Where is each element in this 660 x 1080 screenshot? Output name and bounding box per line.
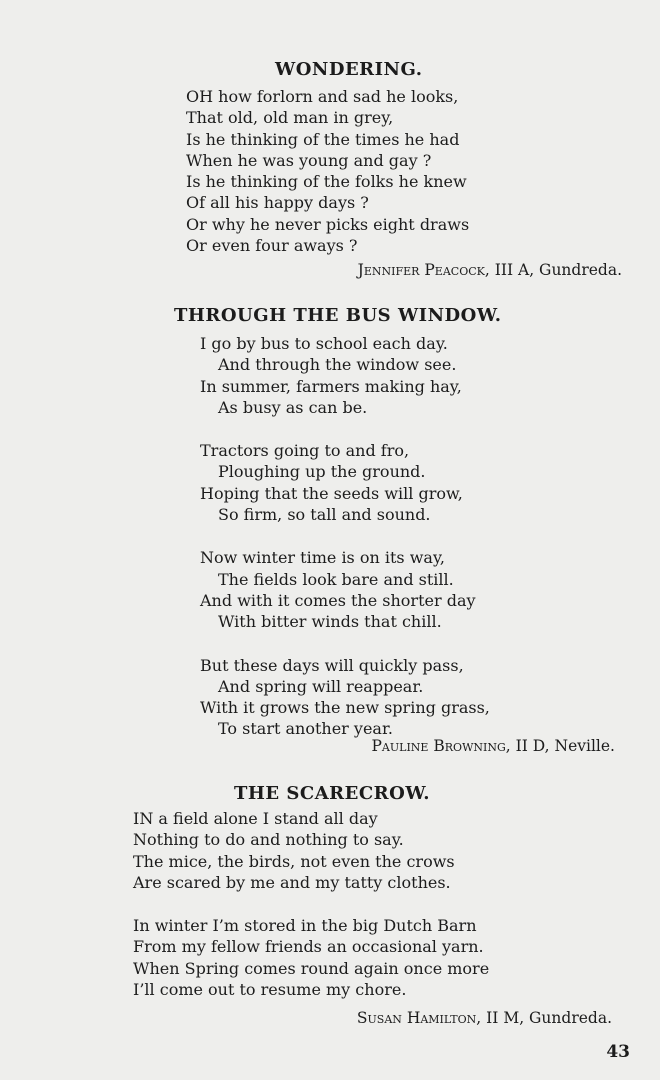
poem-line: Or why he never picks eight draws	[186, 214, 470, 234]
poem-line: But these days will quickly pass,	[200, 655, 464, 675]
poem-title: THE SCARECROW.	[234, 783, 430, 804]
author-detail: , II D, Neville.	[505, 737, 615, 755]
poem-line: As busy as can be.	[218, 397, 368, 417]
poem-line: From my fellow friends an occasional yarn.	[133, 937, 484, 957]
poem-line: IN a field alone I stand all day	[133, 809, 378, 828]
poem-line: Tractors going to and fro,	[200, 441, 410, 461]
poem-line: To start another year.	[218, 719, 393, 739]
poem-line: Hoping that the seeds will grow,	[200, 483, 463, 503]
poem-line: Nothing to do and nothing to say.	[133, 830, 404, 850]
page-number: 43	[606, 1042, 630, 1062]
poem-line: Are scared by me and my tatty clothes.	[133, 872, 451, 892]
poem-line: With bitter winds that chill.	[218, 612, 442, 632]
poem-title: THROUGH THE BUS WINDOW.	[174, 305, 502, 326]
poem-line: The fields look bare and still.	[218, 569, 454, 589]
poem-line: So firm, so tall and sound.	[218, 505, 431, 525]
poem-line: I’ll come out to resume my chore.	[133, 980, 407, 1000]
poem-line: And with it comes the shorter day	[200, 590, 476, 610]
poem-author	[357, 1008, 612, 1028]
author-name: Susan Hamilton	[356, 1009, 477, 1027]
poem-line: Ploughing up the ground.	[218, 462, 426, 482]
poem-line: Is he thinking of the folks he knew	[186, 172, 467, 192]
poem-author	[372, 736, 616, 756]
poem-line: I go by bus to school each day.	[200, 334, 448, 353]
poem-title: WONDERING.	[275, 59, 423, 80]
poem-line: When he was young and gay ?	[186, 150, 432, 170]
poem-line: With it grows the new spring grass,	[200, 698, 490, 718]
poem-line: The mice, the birds, not even the crows	[133, 851, 455, 871]
poem-line: OH how forlorn and sad he looks,	[186, 87, 459, 106]
poem-line: When Spring comes round again once more	[133, 958, 490, 978]
author-detail: , II M, Gundreda.	[476, 1009, 612, 1027]
poem-line: That old, old man in grey,	[186, 108, 394, 128]
poem-line: And spring will reappear.	[218, 676, 424, 696]
poem-line: In summer, farmers making hay,	[200, 376, 462, 396]
poem-author	[358, 260, 622, 280]
poem-line: Is he thinking of the times he had	[186, 129, 460, 149]
poem-line: Of all his happy days ?	[186, 193, 369, 213]
poem-body	[186, 86, 469, 256]
poem-line: In winter I’m stored in the big Dutch Barn	[133, 916, 477, 936]
author-name: Jennifer Peacock	[357, 261, 485, 279]
poem-line: And through the window see.	[218, 355, 457, 375]
author-name: Pauline Browning	[371, 737, 506, 755]
poem-body	[200, 333, 490, 740]
poem-body	[133, 808, 489, 1000]
poem-line: Now winter time is on its way,	[200, 548, 445, 568]
poem-line: Or even four aways ?	[186, 236, 358, 256]
author-detail: , III A, Gundreda.	[484, 261, 622, 279]
